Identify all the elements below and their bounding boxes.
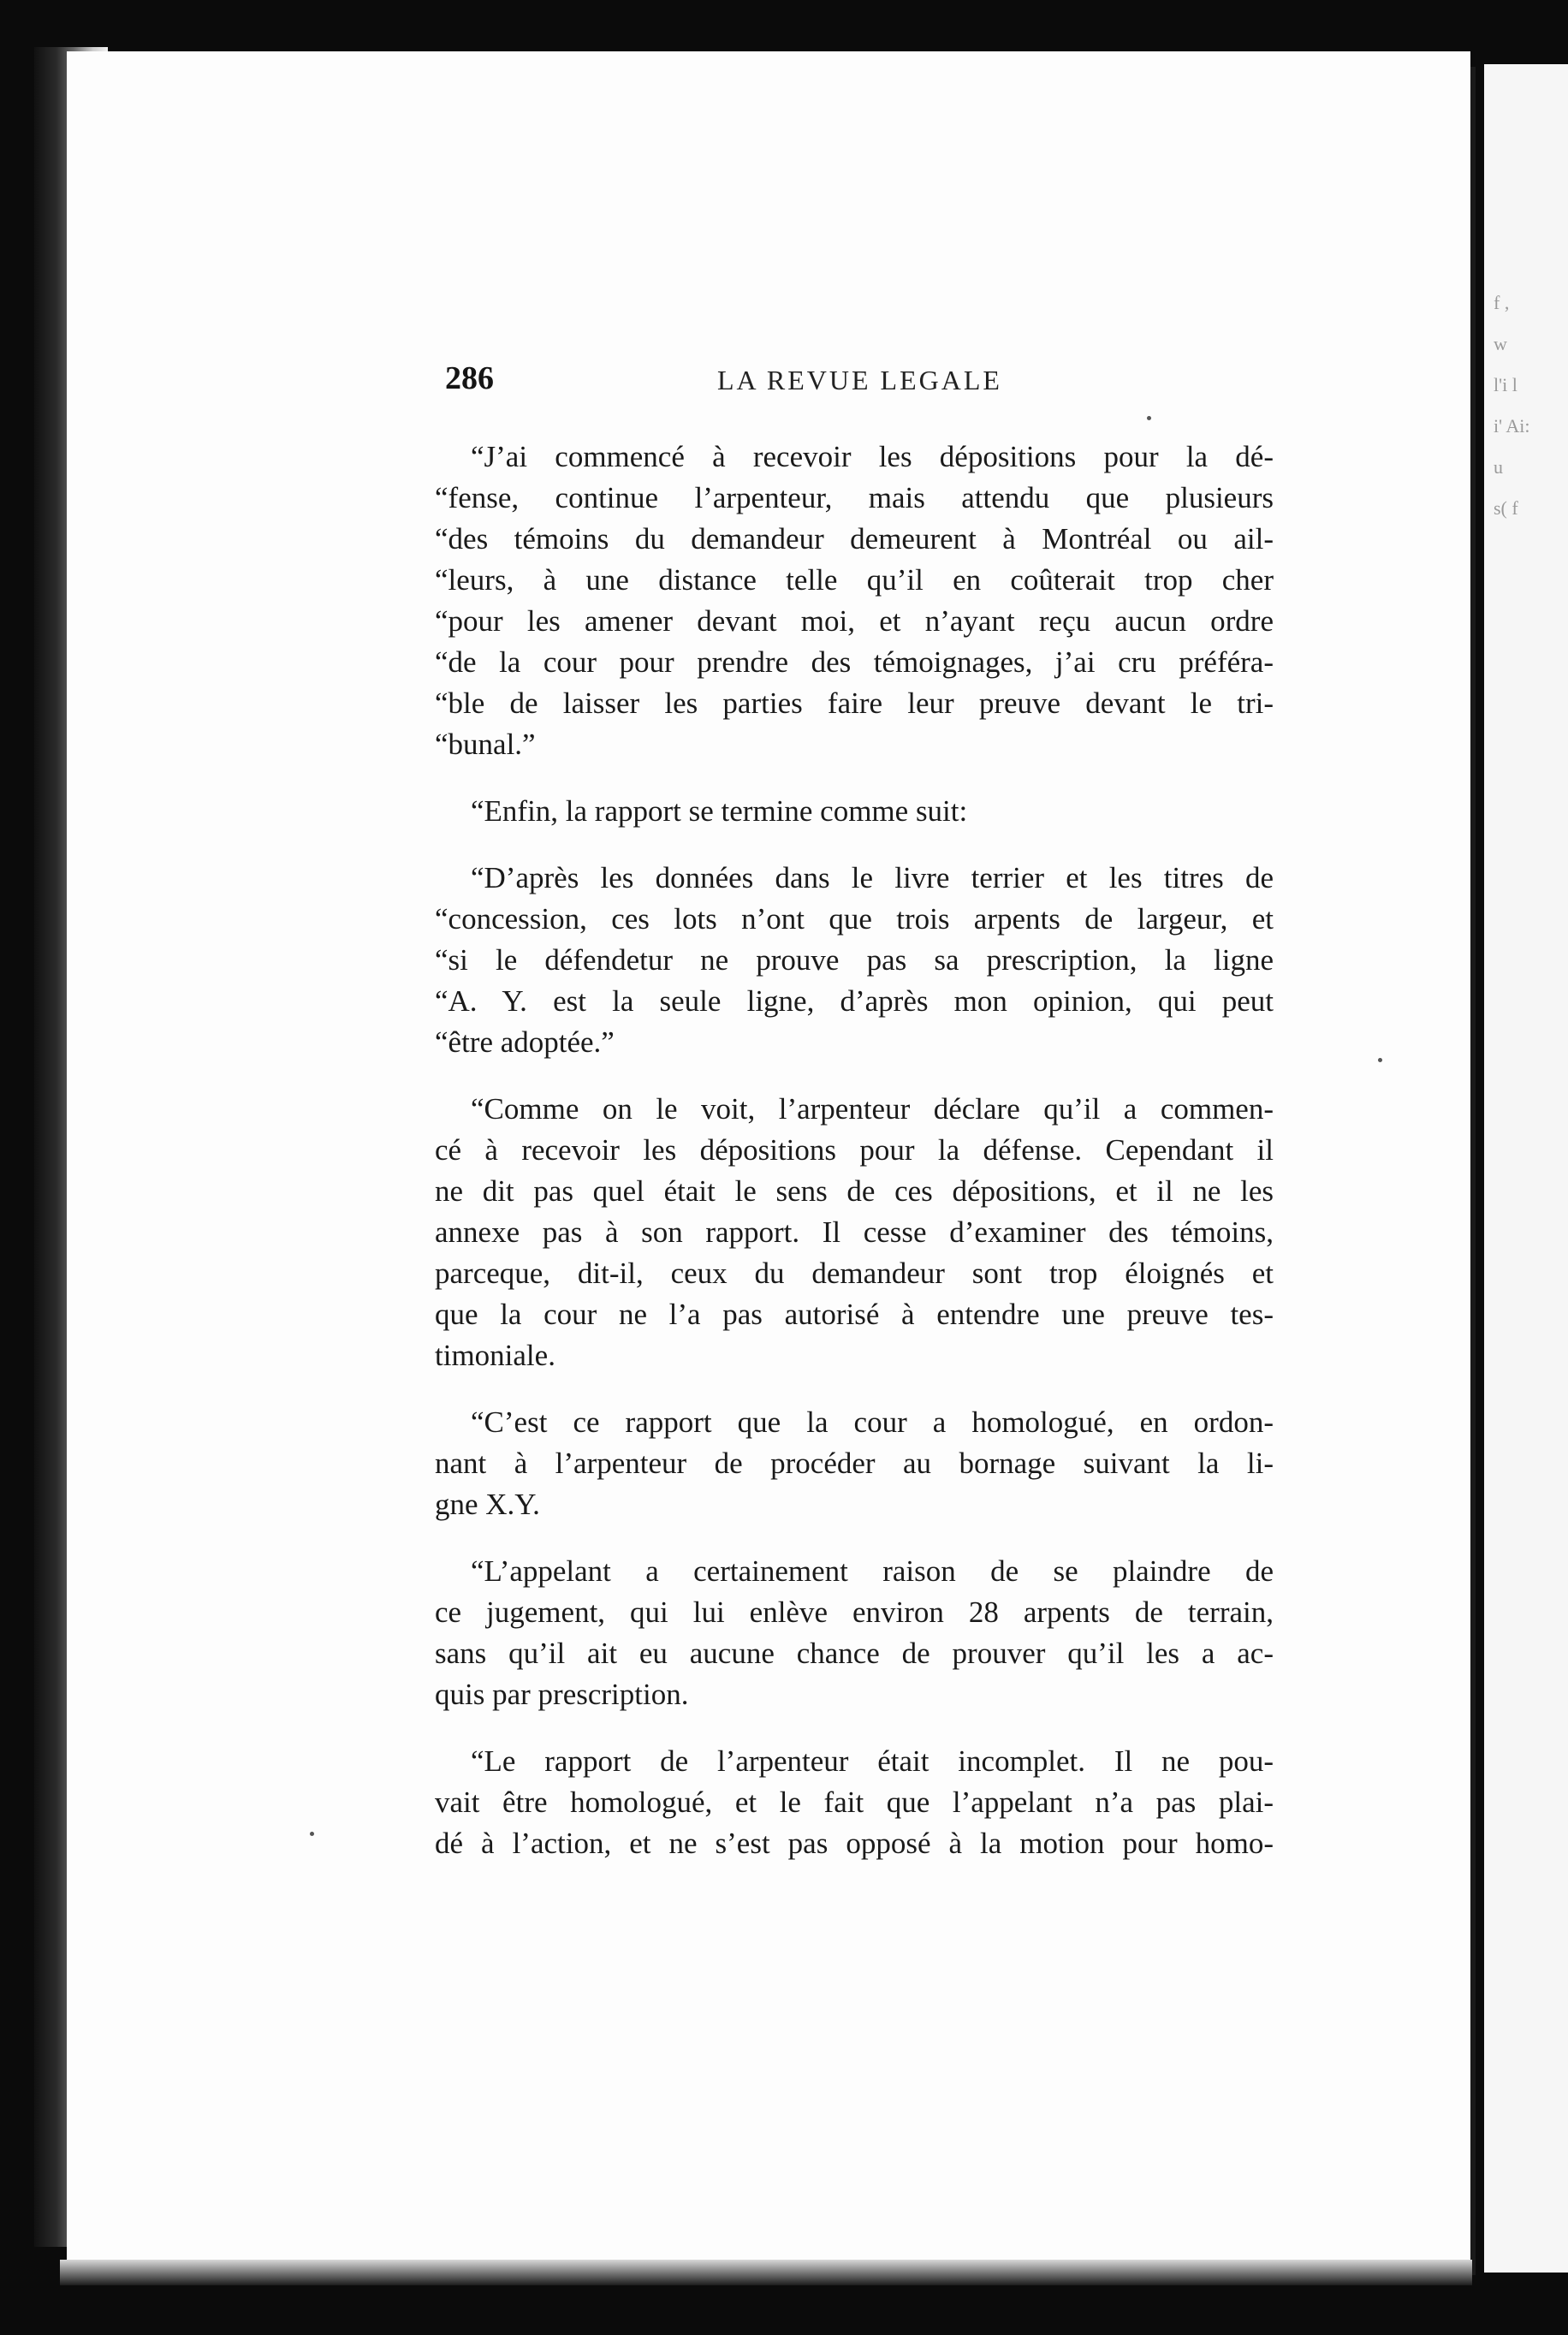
text-line: ne dit pas quel était le sens de ces dépositions, et il ne les — [435, 1174, 1274, 1208]
text-line: “de la cour pour prendre des témoignages, j’ai cru préféra- — [435, 645, 1274, 679]
text-line: parceque, dit-il, ceux du demandeur sont trop éloignés et — [435, 1257, 1274, 1290]
text-line: gne X.Y. — [435, 1488, 540, 1521]
text-line: ce jugement, qui lui enlève environ 28 arpents de terrain, — [435, 1595, 1274, 1629]
paragraph — [435, 1089, 1274, 1376]
text-line: que la cour ne l’a pas autorisé à entendre une preuve tes- — [435, 1298, 1274, 1331]
journal-title: LA REVUE LEGALE — [717, 365, 1002, 395]
text-line: “A. Y. est la seule ligne, d’après mon opinion, qui peut — [435, 984, 1274, 1018]
text-line: “pour les amener devant moi, et n’ayant reçu aucun ordre — [435, 604, 1274, 638]
text-line: nant à l’arpenteur de procéder au bornage suivant la li- — [435, 1447, 1274, 1480]
facing-page-text-fragments — [1494, 282, 1562, 693]
text-line: “Le rapport de l’arpenteur était incomplet. Il ne pou- — [471, 1744, 1274, 1778]
paragraph — [435, 437, 1274, 765]
paragraph — [435, 1741, 1274, 1864]
facing-page-fragment-text: i' Ai: — [1494, 415, 1530, 437]
print-speck — [1378, 1058, 1382, 1062]
text-line: annexe pas à son rapport. Il cesse d’examiner des témoins, — [435, 1215, 1274, 1249]
text-line: “concession, ces lots n’ont que trois arpents de largeur, et — [435, 902, 1274, 936]
paragraph — [435, 858, 1274, 1063]
body-text — [435, 437, 1274, 1890]
text-line: “D’après les données dans le livre terrier et les titres de — [471, 861, 1274, 894]
facing-page-fragment-text: s( f — [1494, 497, 1518, 519]
page-bottom-shadow — [60, 2260, 1472, 2285]
text-line: “fense, continue l’arpenteur, mais attendu que plusieurs — [435, 481, 1274, 514]
text-line: “bunal.” — [435, 728, 536, 761]
facing-page-fragment-text: u — [1494, 456, 1503, 478]
text-line: “leurs, à une distance telle qu’il en coûterait trop cher — [435, 563, 1274, 597]
text-line: dé à l’action, et ne s’est pas opposé à la motion pour homo- — [435, 1827, 1274, 1860]
print-speck — [310, 1832, 314, 1836]
paragraph — [435, 791, 1274, 832]
text-line: “des témoins du demandeur demeurent à Montréal ou ail- — [435, 522, 1274, 556]
text-line: quis par prescription. — [435, 1678, 689, 1711]
text-line: “L’appelant a certainement raison de se plaindre de — [471, 1554, 1274, 1588]
text-line: “ble de laisser les parties faire leur preuve devant le tri- — [435, 686, 1274, 720]
paragraph — [435, 1402, 1274, 1525]
text-line: “J’ai commencé à recevoir les dépositions pour la dé- — [471, 440, 1274, 473]
text-line: “être adoptée.” — [435, 1025, 615, 1059]
text-line: cé à recevoir les dépositions pour la défense. Cependant il — [435, 1133, 1274, 1167]
facing-page-fragment-text: w — [1494, 333, 1507, 354]
running-head — [445, 359, 1301, 402]
paragraph — [435, 1551, 1274, 1715]
text-line: “C’est ce rapport que la cour a homologué, en ordon- — [471, 1405, 1274, 1439]
page-number: 286 — [445, 360, 494, 396]
print-speck — [1147, 416, 1151, 420]
text-line: vait être homologué, et le fait que l’appelant n’a pas plai- — [435, 1785, 1274, 1819]
text-line: timoniale. — [435, 1339, 555, 1372]
text-line: “Enfin, la rapport se termine comme suit: — [471, 794, 968, 828]
facing-page-fragment-text: f , — [1494, 292, 1510, 313]
facing-page-fragment-text: l'i l — [1494, 374, 1518, 395]
text-line: sans qu’il ait eu aucune chance de prouver qu’il les a ac- — [435, 1637, 1274, 1670]
text-line: “si le défendetur ne prouve pas sa prescription, la ligne — [435, 943, 1274, 977]
text-line: “Comme on le voit, l’arpenteur déclare qu’il a commen- — [471, 1092, 1274, 1126]
